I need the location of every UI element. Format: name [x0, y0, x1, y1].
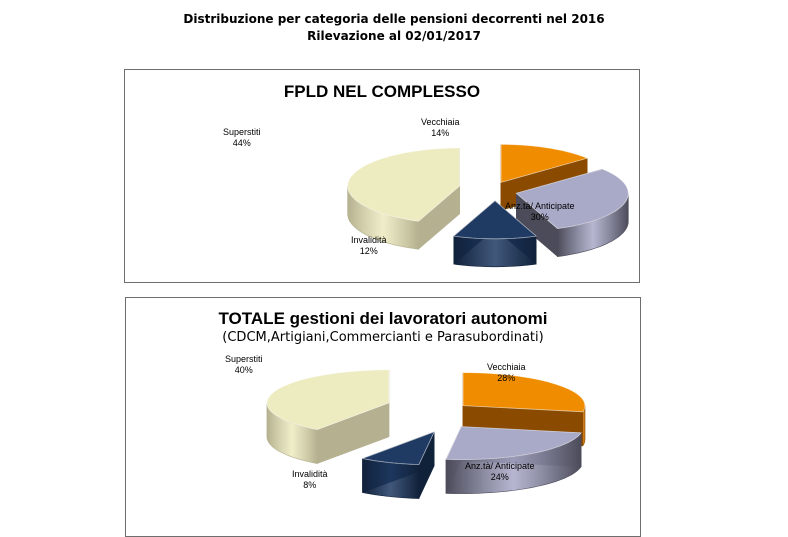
category-label: Superstiti [225, 354, 263, 364]
slice-label-superstiti [225, 354, 263, 376]
slice-label-anzianita [505, 201, 575, 223]
category-label: Superstiti [223, 127, 261, 137]
slice-outer-wall [454, 236, 536, 267]
category-label: Vecchiaia [421, 117, 460, 127]
slice-label-superstiti [223, 127, 261, 149]
chart-subtitle: (CDCM,Artigiani,Commercianti e Parasubordinati) [222, 330, 544, 345]
slice-label-invalidita [292, 469, 328, 491]
value-label: 44% [232, 138, 251, 148]
value-label: 12% [359, 246, 378, 256]
chart-panel-autonomi [125, 297, 641, 537]
value-label: 40% [234, 365, 253, 375]
category-label: Invalidità [351, 235, 387, 245]
chart-title: FPLD NEL COMPLESSO [283, 82, 481, 101]
page-title: Distribuzione per categoria delle pensioni decorrenti nel 2016 [183, 12, 605, 26]
category-label: Invalidità [292, 469, 328, 479]
value-label: 24% [490, 472, 509, 482]
pie-slice-superstiti [267, 370, 389, 464]
value-label: 30% [530, 212, 549, 222]
slice-label-invalidita [351, 235, 387, 257]
pie-chart-autonomi [126, 298, 640, 536]
category-label: Vecchiaia [487, 362, 526, 372]
slice-label-vecchiaia [487, 362, 526, 384]
value-label: 14% [431, 128, 450, 138]
page-subtitle: Rilevazione al 02/01/2017 [307, 29, 481, 43]
value-label: 8% [303, 480, 317, 490]
chart-panel-fpld [124, 69, 640, 283]
slice-label-vecchiaia [421, 117, 460, 139]
category-label: Anz.tà/ Anticipate [465, 461, 535, 471]
slice-label-anzianita [465, 461, 535, 483]
value-label: 28% [497, 373, 516, 383]
chart-title: TOTALE gestioni dei lavoratori autonomi [218, 309, 548, 328]
category-label: Anz.tà/ Anticipate [505, 201, 575, 211]
